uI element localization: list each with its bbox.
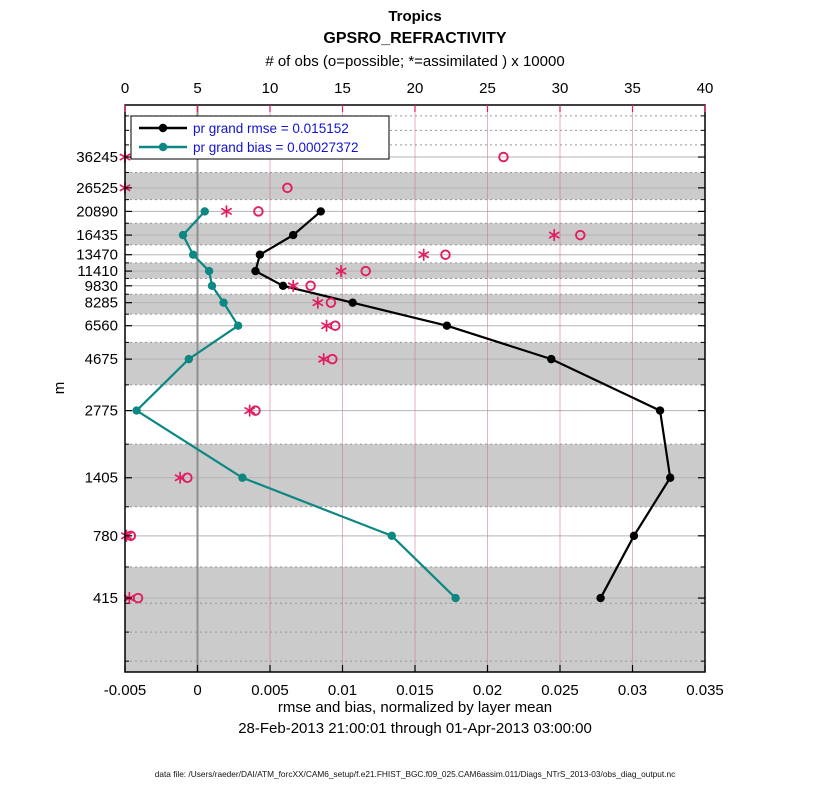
rmse-point	[317, 207, 325, 215]
rmse-point	[289, 231, 297, 239]
bias-point	[208, 282, 216, 290]
bias-point	[388, 532, 396, 540]
legend-rmse-sample-marker	[159, 124, 167, 132]
legend-bias-label: pr grand bias = 0.00027372	[193, 140, 359, 155]
rmse-point	[348, 298, 356, 306]
legend-rmse-label: pr grand rmse = 0.015152	[193, 121, 349, 136]
y-tick-label: 26525	[76, 179, 118, 197]
y-tick-label: 4675	[84, 351, 118, 369]
bottom-tick-label: 0.03	[617, 682, 648, 699]
legend	[131, 116, 389, 159]
footer-data-file: data file: /Users/raeder/DAI/ATM_forcXX/CAM6_setup/f.e21.FHIST_BGC.f09_025.CAM6assim.011/Diags_NTrS_2013-03/obs_diag_output.nc	[154, 769, 676, 779]
bottom-tick-label: -0.005	[103, 682, 147, 699]
bias-point	[132, 406, 140, 414]
bottom-tick-label: 0.025	[541, 682, 579, 699]
y-tick-label: 2775	[84, 402, 118, 420]
y-axis-label: m	[51, 381, 68, 395]
y-tick-label: 9830	[84, 277, 118, 295]
y-tick-label: 1405	[84, 469, 118, 487]
x-axis-label: rmse and bias, normalized by layer mean	[277, 699, 553, 716]
bias-point	[238, 474, 246, 482]
y-tick-label: 13470	[76, 246, 118, 264]
bias-point	[201, 207, 209, 215]
bias-point	[189, 251, 197, 259]
top-tick-label: 5	[193, 80, 202, 97]
top-tick-label: 35	[624, 80, 641, 97]
rmse-point	[630, 532, 638, 540]
date-range-label: 28-Feb-2013 21:00:01 through 01-Apr-2013 03:00:00	[238, 720, 592, 737]
rmse-point	[279, 282, 287, 290]
top-tick-label: 10	[261, 80, 279, 97]
bias-point	[451, 594, 459, 602]
bias-point	[185, 355, 193, 363]
top-tick-label: 0	[120, 80, 130, 97]
bottom-tick-label: 0.035	[686, 682, 724, 699]
plot-subtitle: GPSRO_REFRACTIVITY	[323, 30, 507, 47]
bottom-tick-label: 0	[193, 682, 202, 699]
rmse-point	[256, 251, 264, 259]
y-tick-label: 16435	[76, 227, 118, 245]
y-tick-label: 11410	[77, 263, 118, 281]
bias-point	[205, 267, 213, 275]
rmse-point	[443, 321, 451, 329]
bias-point	[219, 298, 227, 306]
rmse-point	[251, 267, 259, 275]
bottom-tick-label: 0.015	[396, 682, 434, 699]
legend-bias-sample-marker	[159, 143, 167, 151]
top-tick-label: 25	[479, 80, 496, 97]
bias-point	[234, 321, 242, 329]
y-tick-label: 36245	[76, 149, 118, 167]
top-tick-label: 30	[551, 80, 569, 97]
y-tick-label: 8285	[84, 294, 118, 312]
y-tick-label: 6560	[84, 317, 118, 335]
bottom-tick-label: 0.02	[472, 682, 503, 699]
top-tick-label: 20	[406, 80, 424, 97]
plot-title: Tropics	[388, 8, 442, 25]
rmse-point	[656, 406, 664, 414]
bottom-tick-label: 0.005	[251, 682, 289, 699]
bias-point	[179, 231, 187, 239]
bottom-tick-label: 0.01	[327, 682, 358, 699]
y-tick-label: 415	[92, 590, 118, 608]
rmse-point	[547, 355, 555, 363]
rmse-point	[666, 474, 674, 482]
rmse-point	[596, 594, 604, 602]
y-tick-label: 20890	[76, 203, 118, 221]
top-axis-label: # of obs (o=possible; *=assimilated ) x 10000	[265, 53, 565, 70]
y-tick-label: 780	[92, 527, 118, 545]
top-tick-label: 15	[334, 80, 351, 97]
top-tick-label: 40	[696, 80, 714, 97]
